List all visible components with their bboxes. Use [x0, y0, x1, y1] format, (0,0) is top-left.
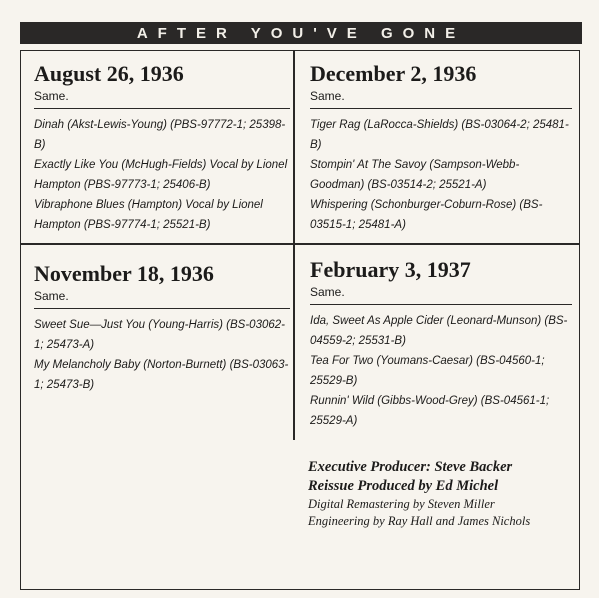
track-item: Stompin' At The Savoy (Sampson-Webb-Goodman) (BS-03514-2; 25521-A)	[310, 159, 520, 191]
session-date: November 18, 1936	[34, 261, 214, 286]
track-item: Whispering (Schonburger-Coburn-Rose) (BS-03515-1; 25481-A)	[310, 199, 543, 231]
executive-producer-credit: Executive Producer: Steve Backer	[308, 459, 513, 475]
production-credits	[308, 458, 580, 530]
session-november-1936	[34, 262, 290, 395]
session-rule	[310, 304, 572, 305]
session-rule	[310, 108, 572, 109]
track-item: Ida, Sweet As Apple Cider (Leonard-Munson) (BS-04559-2; 25531-B)	[310, 315, 568, 347]
session-personnel: Same.	[310, 285, 345, 299]
track-list	[34, 315, 290, 395]
track-item: Runnin' Wild (Gibbs-Wood-Grey) (BS-04561-1; 25529-A)	[310, 395, 550, 427]
album-title: AFTER YOU'VE GONE	[136, 24, 466, 42]
session-february-1937	[310, 258, 572, 431]
session-date: December 2, 1936	[310, 61, 477, 86]
title-banner	[20, 22, 582, 44]
session-date: August 26, 1936	[34, 61, 184, 86]
session-personnel: Same.	[310, 89, 345, 103]
session-rule	[34, 108, 290, 109]
session-date: February 3, 1937	[310, 257, 471, 282]
track-item: My Melancholy Baby (Norton-Burnett) (BS-03063-1; 25473-B)	[34, 359, 289, 391]
track-item: Dinah (Akst-Lewis-Young) (PBS-97772-1; 25398-B)	[34, 119, 286, 151]
row-divider-left	[20, 243, 293, 245]
track-list	[310, 115, 572, 235]
track-item: Exactly Like You (McHugh-Fields) Vocal by Lionel Hampton (PBS-97773-1; 25406-B)	[34, 159, 288, 191]
session-personnel: Same.	[34, 289, 69, 303]
row-divider-right	[294, 243, 580, 245]
remastering-credit: Digital Remastering by Steven Miller	[308, 497, 495, 511]
track-item: Tiger Rag (LaRocca-Shields) (BS-03064-2; 25481-B)	[310, 119, 569, 151]
session-december-1936	[310, 62, 572, 235]
session-rule	[34, 308, 290, 309]
session-personnel: Same.	[34, 89, 69, 103]
track-list	[310, 311, 572, 431]
reissue-credit: Reissue Produced by Ed Michel	[308, 478, 499, 494]
engineering-credit: Engineering by Ray Hall and James Nichols	[308, 514, 531, 528]
track-list	[34, 115, 290, 235]
column-divider	[293, 50, 295, 440]
session-august-1936	[34, 62, 290, 235]
track-item: Vibraphone Blues (Hampton) Vocal by Lionel Hampton (PBS-97774-1; 25521-B)	[34, 199, 263, 231]
track-item: Sweet Sue—Just You (Young-Harris) (BS-03062-1; 25473-A)	[34, 319, 285, 351]
track-item: Tea For Two (Youmans-Caesar) (BS-04560-1; 25529-B)	[310, 355, 545, 387]
